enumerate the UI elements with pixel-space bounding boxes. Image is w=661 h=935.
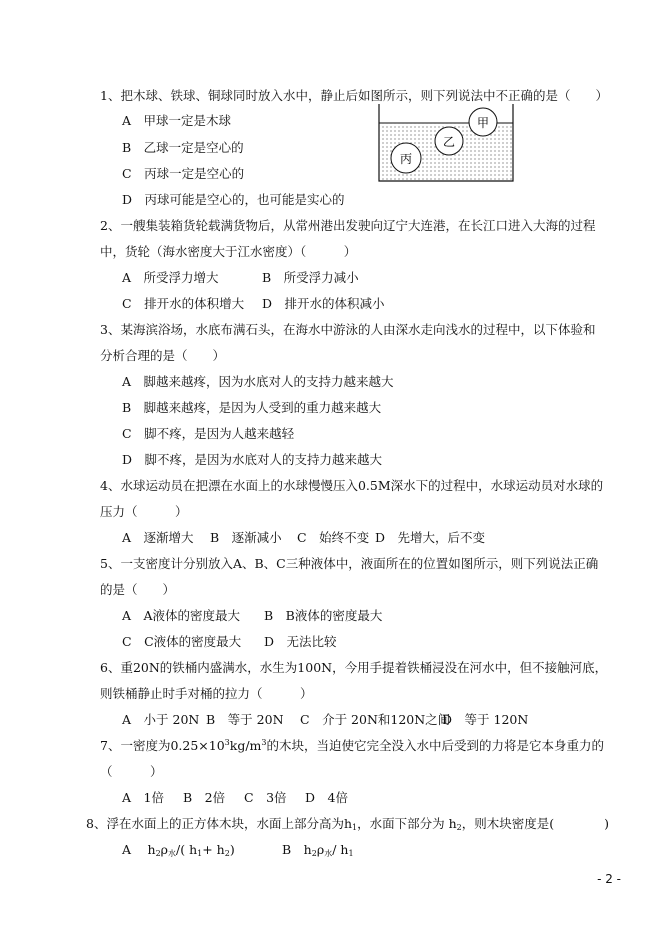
q6-option-a: A 小于 20N <box>122 712 200 727</box>
q6-option-c: C 介于 20N和120N之间 <box>300 712 451 727</box>
q1-option-c: C 丙球一定是空心的 <box>122 166 245 181</box>
q5-option-b: B B液体的密度最大 <box>264 608 383 623</box>
page-number: - 2 - <box>597 872 621 886</box>
question-3-stem: 3、某海滨浴场，水底布满石头，在海水中游泳的人由深水走向浅水的过程中，以下体验和 <box>100 322 596 337</box>
q5-option-d: D 无法比较 <box>264 634 337 649</box>
q7-option-b: B 2倍 <box>183 790 226 805</box>
q5-option-c: C C液体的密度最大 <box>122 634 242 649</box>
ball-jia <box>469 108 497 136</box>
q4-option-b: B 逐渐减小 <box>210 530 282 545</box>
question-5-stem-cont: 的是（ ） <box>100 582 176 597</box>
q2-option-a: A 所受浮力增大 <box>122 270 219 285</box>
question-7-stem: 7、一密度为$0.25\times 10^3kg/m^3$的木块，当迫使它完全没入水中后受到的力将是它本身重力的 <box>100 738 605 753</box>
q8-option-b: B $h_2\rho_水/$ $h_1$ <box>282 842 354 858</box>
q7-option-d: D 4倍 <box>305 790 348 805</box>
q3-option-c: C 脚不疼，是因为人越来越轻 <box>122 426 295 441</box>
q3-option-b: B 脚越来越疼，是因为人受到的重力越来越大 <box>122 400 382 415</box>
q1-option-d: D 丙球可能是空心的，也可能是实心的 <box>122 192 345 207</box>
question-1-stem: 1、把木球、铁球、铜球同时放入水中，静止后如图所示，则下列说法中不正确的是（ ） <box>100 88 608 103</box>
ball-yi <box>435 127 463 155</box>
q2-option-b: B 所受浮力减小 <box>262 270 359 285</box>
q4-option-c: C 始终不变 <box>297 530 370 545</box>
question-7-stem-cont: （ ） <box>100 764 163 779</box>
q1-option-b: B 乙球一定是空心的 <box>122 140 244 155</box>
q4-option-a: A 逐渐增大 <box>122 530 194 545</box>
question-3-stem-cont: 分析合理的是（ ） <box>100 348 226 363</box>
question-2-stem-cont: 中，货轮（海水密度大于江水密度）（ ） <box>100 244 357 259</box>
ball-jia-label: 甲 <box>476 116 490 130</box>
q7-option-c: C 3倍 <box>244 790 287 805</box>
question-4-stem: 4、水球运动员在把漂在水面上的水球慢慢压入0.5M深水下的过程中，水球运动员对水球的 <box>100 478 604 493</box>
q5-option-a: A A液体的密度最大 <box>122 608 241 623</box>
q2-option-d: D 排开水的体积减小 <box>262 296 385 311</box>
balls-in-water-figure <box>378 102 514 182</box>
q7-option-a: A 1倍 <box>122 790 164 805</box>
ball-bing-label: 丙 <box>399 152 413 166</box>
q3-option-a: A 脚越来越疼，因为水底对人的支持力越来越大 <box>122 374 394 389</box>
q2-option-c: C 排开水的体积增大 <box>122 296 245 311</box>
question-8-stem: 8、浮在水面上的正方体木块，水面上部分高为$h_1$，水面下部分为 $h_2$，则木块密度是( ) <box>86 816 609 832</box>
q3-option-d: D 脚不疼，是因为水底对人的支持力越来越大 <box>122 452 383 467</box>
q6-option-b: B 等于 20N <box>206 712 284 727</box>
q8-option-a: A $h_2\rho_水/$( $h_1+ h_2$) <box>122 842 235 858</box>
q6-option-d: D 等于 120N <box>442 712 529 727</box>
question-5-stem: 5、一支密度计分别放入A、B、C三种液体中，液面所在的位置如图所示，则下列说法正确 <box>100 556 599 571</box>
question-2-stem: 2、一艘集装箱货轮载满货物后，从常州港出发驶向辽宁大连港，在长江口进入大海的过程 <box>100 218 596 233</box>
question-6-stem: 6、重20N的铁桶内盛满水，水生为100N，今用手提着铁桶浸没在河水中，但不接触河底， <box>100 660 608 675</box>
question-4-stem-cont: 压力（ ） <box>100 504 188 519</box>
q4-option-d: D 先增大，后不变 <box>375 530 486 545</box>
q1-option-a: A 甲球一定是木球 <box>122 113 232 128</box>
ball-yi-label: 乙 <box>442 135 456 149</box>
question-6-stem-cont: 则铁桶静止时手对桶的拉力（ ） <box>100 686 313 701</box>
ball-bing <box>391 143 421 173</box>
